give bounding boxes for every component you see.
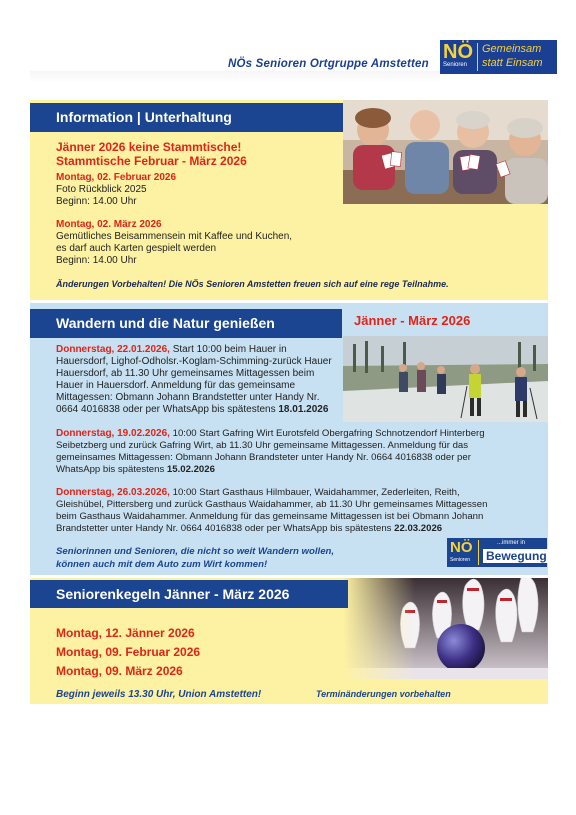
hike-date: Donnerstag, 26.03.2026,	[56, 487, 170, 498]
cards-photo-image	[343, 100, 548, 204]
hike-line: Hauersdorf, Lighof-Odholsr.-Koglam-Schimming-zurück Hauer	[56, 356, 332, 367]
badge-no: NÖ	[450, 539, 473, 556]
hike-text: 0664 4016838 oder per WhatsApp bis spätestens	[56, 404, 279, 415]
hike-1-line-0	[56, 344, 287, 356]
hike-deadline: 22.03.2026	[394, 523, 443, 534]
badge-big: Bewegung	[483, 549, 550, 563]
logo-divider	[477, 43, 478, 71]
hike-line: Hauer in Hauersdorf. Anmeldung für das gemeinsame	[56, 380, 296, 391]
hike-date: Donnerstag, 19.02.2026,	[56, 428, 170, 439]
logo-line1: Gemeinsam	[482, 43, 542, 55]
section-kegeln-title: Seniorenkegeln Jänner - März 2026	[30, 580, 348, 608]
logo-no: NÖ	[443, 41, 473, 63]
logo-line2: statt Einsam	[482, 57, 543, 69]
wandern-note-1: Seniorinnen und Senioren, die nicht so weit Wandern wollen,	[56, 546, 335, 557]
hike-2-line-3	[56, 464, 215, 476]
hike-text: WhatsApp bis spätestens	[56, 464, 167, 475]
hiking-photo	[343, 336, 548, 422]
hike-text: Start 10:00 beim Hauer in	[169, 344, 287, 355]
kegeln-date: Montag, 09. Februar 2026	[56, 645, 201, 659]
hike-text: 10:00 Start Gasthaus Hilmbauer, Waidahammer, Zederleiten, Reith,	[169, 487, 460, 498]
hike-2-line-0	[56, 428, 485, 440]
badge-small: ...immer in	[497, 540, 526, 546]
senioren-logo	[440, 40, 557, 74]
hike-3-line-3	[56, 523, 442, 535]
hike-deadline: 18.01.2026	[278, 404, 329, 415]
stammtisch-headline-2: Stammtische Februar - März 2026	[56, 154, 247, 168]
kegeln-date: Montag, 09. März 2026	[56, 664, 183, 678]
cards-photo	[343, 100, 548, 204]
bowling-photo	[343, 578, 548, 679]
hike-1-line-5	[56, 404, 328, 416]
hike-text: Brandstetter unter Handy Nr. 0664 4016838 oder per WhatsApp bis spätestens	[56, 523, 395, 534]
badge-divider	[478, 540, 479, 565]
hiking-photo-image	[343, 336, 548, 422]
logo-senioren: Senioren	[443, 62, 468, 68]
bowling-photo-image	[343, 578, 548, 679]
event-line: Gemütliches Beisammensein mit Kaffee und Kuchen,	[56, 231, 293, 242]
hike-date: Donnerstag, 22.01.2026,	[56, 344, 170, 355]
event-line: Beginn: 14.00 Uhr	[56, 196, 137, 207]
kegeln-note: Terminänderungen vorbehalten	[316, 689, 451, 699]
hike-line: gemeinsames Mittagessen: Obmann Johann Brandsteter unter Handy Nr. 0664 4016838 oder per	[56, 452, 471, 463]
header-shade	[30, 71, 440, 83]
kegeln-begin: Beginn jeweils 13.30 Uhr, Union Amstetten!	[56, 689, 262, 700]
hike-line: Seibetzberg und zurück Gafring Wirt, ab 11.30 Uhr gemeinsame Mittagessen. Anmeldung für das	[56, 440, 469, 451]
badge-senioren: Senioren	[450, 557, 471, 563]
section-wandern-title: Wandern und die Natur genießen	[30, 309, 342, 338]
hike-3-line-0	[56, 487, 460, 499]
wandern-period: Jänner - März 2026	[354, 313, 471, 328]
hike-text: 10:00 Start Gafring Wirt Eurotsfeld Obergafring Schnotzendorf Hinterberg	[169, 428, 485, 439]
hike-line: Mittagessen: Obmann Johann Brandstetter unter Handy Nr.	[56, 392, 320, 403]
event-line: Foto Rückblick 2025	[56, 184, 147, 195]
hike-line: beim Gasthaus Waidahammer. Anmeldung für das gemeinsame Mittagessen ist bei Obmann Johann	[56, 511, 484, 522]
event-date: Montag, 02. März 2026	[56, 219, 162, 230]
event-date: Montag, 02. Februar 2026	[56, 172, 177, 183]
hike-line: Gleishübel, Pittersberg und zurück Gasthaus Waidahammer, ab 11.30 Uhr gemeinsames Mittagessen	[56, 499, 488, 510]
event-line: es darf auch Karten gespielt werden	[56, 243, 217, 254]
stammtisch-headline-1: Jänner 2026 keine Stammtische!	[56, 140, 242, 154]
section-information-footer: Änderungen Vorbehalten! Die NÖs Senioren Amstetten freuen sich auf eine rege Teilnahme.	[56, 279, 449, 289]
kegeln-date: Montag, 12. Jänner 2026	[56, 626, 195, 640]
bewegung-badge	[447, 538, 547, 567]
hike-deadline: 15.02.2026	[166, 464, 215, 475]
wandern-note-2: können auch mit dem Auto zum Wirt kommen!	[56, 559, 268, 570]
event-line: Beginn: 14.00 Uhr	[56, 255, 137, 266]
hike-line: Hauersdorf, ab 11.30 Uhr gemeinsames Mittagessen beim	[56, 368, 315, 379]
section-information-title: Information | Unterhaltung	[30, 103, 343, 132]
org-name: NÖs Senioren Ortgruppe Amstetten	[228, 58, 429, 70]
